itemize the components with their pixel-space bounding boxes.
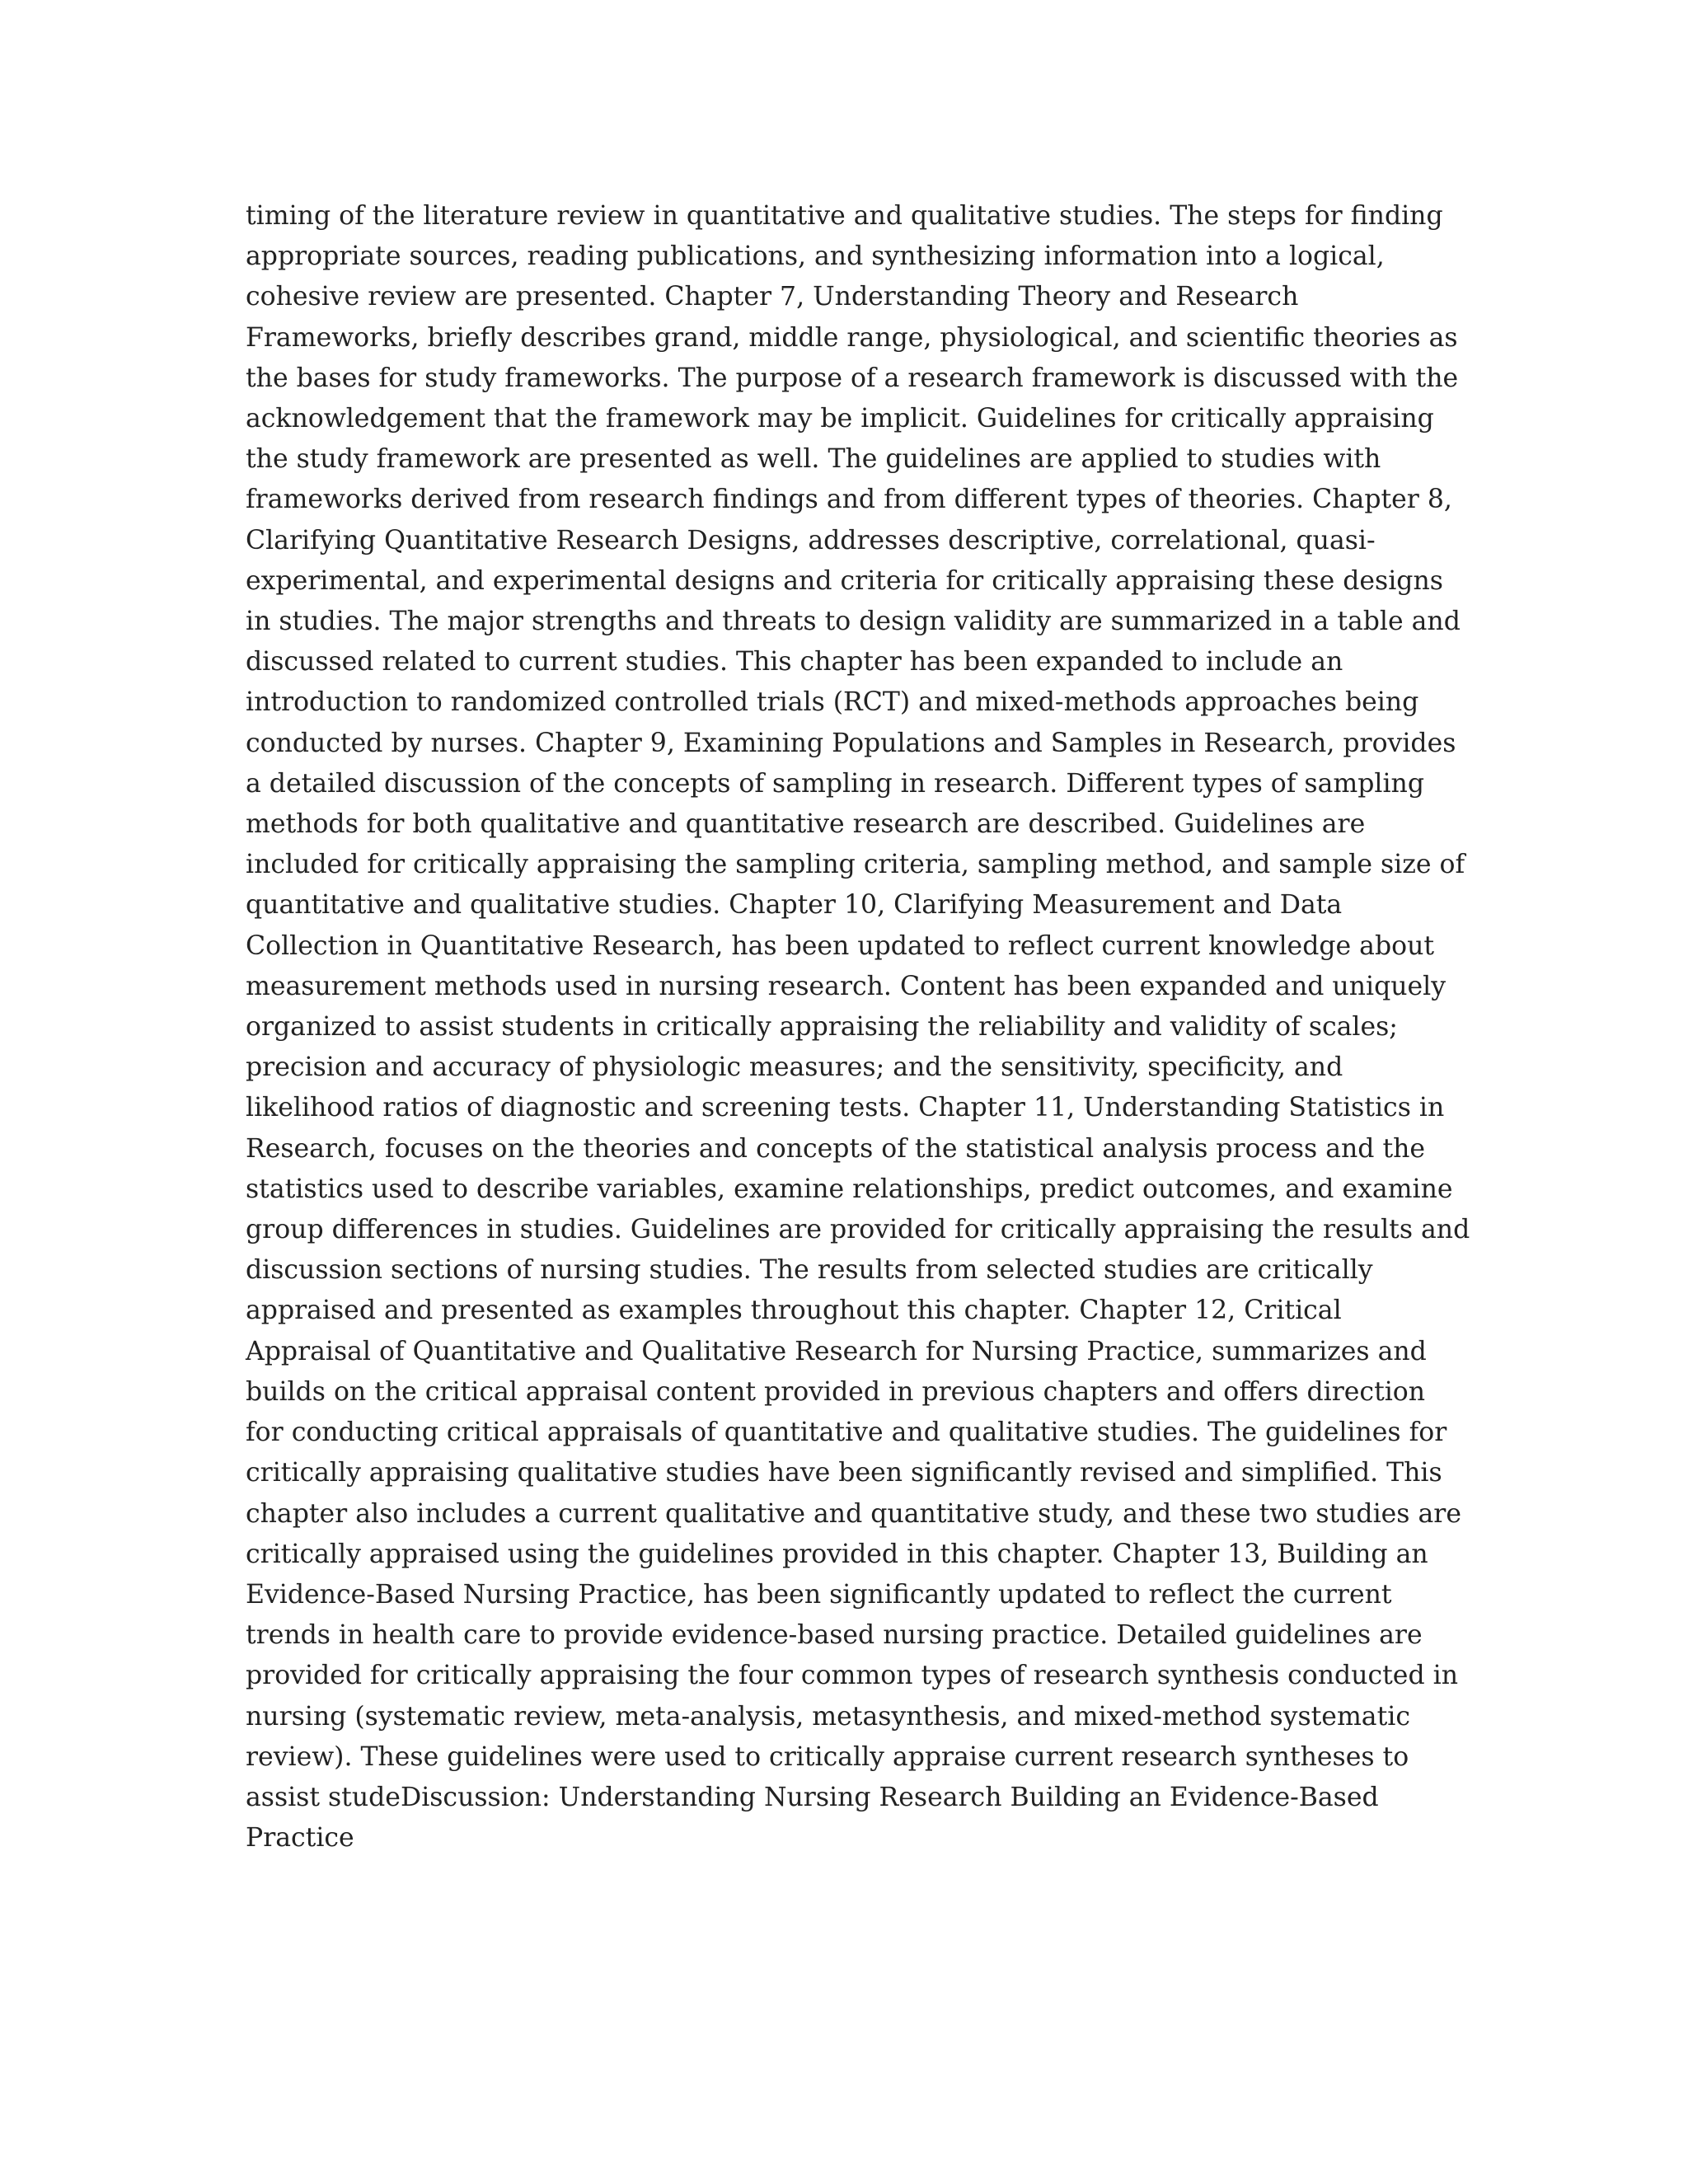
text-line: introduction to randomized controlled trials (RCT) and mixed-methods approaches being bbox=[246, 687, 1419, 718]
text-line: discussed related to current studies. This chapter has been expanded to include an bbox=[246, 647, 1343, 677]
text-line: timing of the literature review in quantitative and qualitative studies. The steps for finding bbox=[246, 201, 1443, 231]
text-line: chapter also includes a current qualitative and quantitative study, and these two studies are bbox=[246, 1498, 1461, 1529]
text-line: review). These guidelines were used to critically appraise current research syntheses to bbox=[246, 1741, 1409, 1772]
text-line: for conducting critical appraisals of quantitative and qualitative studies. The guidelines for bbox=[246, 1418, 1447, 1448]
text-line: discussion sections of nursing studies. The results from selected studies are critically bbox=[246, 1255, 1373, 1286]
text-line: Collection in Quantitative Research, has been updated to reflect current knowledge about bbox=[246, 930, 1435, 961]
text-line: Evidence-Based Nursing Practice, has been significantly updated to reflect the current bbox=[246, 1579, 1392, 1610]
text-line: Practice bbox=[246, 1823, 354, 1854]
text-line: critically appraising qualitative studies have been significantly revised and simplified. This bbox=[246, 1458, 1442, 1488]
text-line: Frameworks, briefly describes grand, middle range, physiological, and scientific theories as bbox=[246, 322, 1458, 353]
body-text bbox=[246, 196, 1482, 1858]
text-line: in studies. The major strengths and threats to design validity are summarized in a table and bbox=[246, 607, 1461, 637]
text-line: group differences in studies. Guidelines are provided for critically appraising the results and bbox=[246, 1215, 1470, 1245]
text-line: assist studeDiscussion: Understanding Nursing Research Building an Evidence-Based bbox=[246, 1782, 1379, 1812]
text-line: Research, focuses on the theories and concepts of the statistical analysis process and the bbox=[246, 1133, 1426, 1164]
text-line: cohesive review are presented. Chapter 7, Understanding Theory and Research bbox=[246, 282, 1299, 312]
text-line: quantitative and qualitative studies. Chapter 10, Clarifying Measurement and Data bbox=[246, 890, 1343, 921]
text-line: precision and accuracy of physiologic measures; and the sensitivity, specificity, and bbox=[246, 1052, 1343, 1083]
text-line: likelihood ratios of diagnostic and screening tests. Chapter 11, Understanding Statistics in bbox=[246, 1093, 1445, 1123]
text-line: measurement methods used in nursing research. Content has been expanded and uniquely bbox=[246, 971, 1447, 1001]
text-line: appropriate sources, reading publications, and synthesizing information into a logical, bbox=[246, 241, 1385, 272]
text-line: builds on the critical appraisal content provided in previous chapters and offers direction bbox=[246, 1376, 1426, 1407]
text-line: statistics used to describe variables, examine relationships, predict outcomes, and examine bbox=[246, 1174, 1453, 1204]
text-line: critically appraised using the guidelines provided in this chapter. Chapter 13, Building an bbox=[246, 1539, 1428, 1569]
text-line: methods for both qualitative and quantitative research are described. Guidelines are bbox=[246, 809, 1366, 840]
text-line: the study framework are presented as well. The guidelines are applied to studies with bbox=[246, 444, 1381, 475]
text-line: Appraisal of Quantitative and Qualitative Research for Nursing Practice, summarizes and bbox=[246, 1336, 1427, 1366]
text-line: provided for critically appraising the four common types of research synthesis conducted in bbox=[246, 1661, 1458, 1691]
text-line: organized to assist students in critically appraising the reliability and validity of scales; bbox=[246, 1012, 1398, 1043]
text-line: Clarifying Quantitative Research Designs, addresses descriptive, correlational, quasi- bbox=[246, 525, 1376, 555]
text-line: the bases for study frameworks. The purpose of a research framework is discussed with the bbox=[246, 363, 1459, 393]
text-line: nursing (systematic review, meta-analysis, metasynthesis, and mixed-method systematic bbox=[246, 1701, 1410, 1732]
text-line: appraised and presented as examples throughout this chapter. Chapter 12, Critical bbox=[246, 1296, 1342, 1326]
text-line: acknowledgement that the framework may be implicit. Guidelines for critically appraising bbox=[246, 404, 1434, 434]
text-line: trends in health care to provide evidence-based nursing practice. Detailed guidelines are bbox=[246, 1620, 1423, 1651]
text-line: frameworks derived from research findings and from different types of theories. Chapter 8, bbox=[246, 485, 1452, 515]
text-line: experimental, and experimental designs and criteria for critically appraising these designs bbox=[246, 565, 1443, 596]
text-line: included for critically appraising the sampling criteria, sampling method, and sample size of bbox=[246, 850, 1465, 880]
text-line: a detailed discussion of the concepts of sampling in research. Different types of sampling bbox=[246, 768, 1424, 799]
text-line: conducted by nurses. Chapter 9, Examining Populations and Samples in Research, provides bbox=[246, 728, 1456, 758]
